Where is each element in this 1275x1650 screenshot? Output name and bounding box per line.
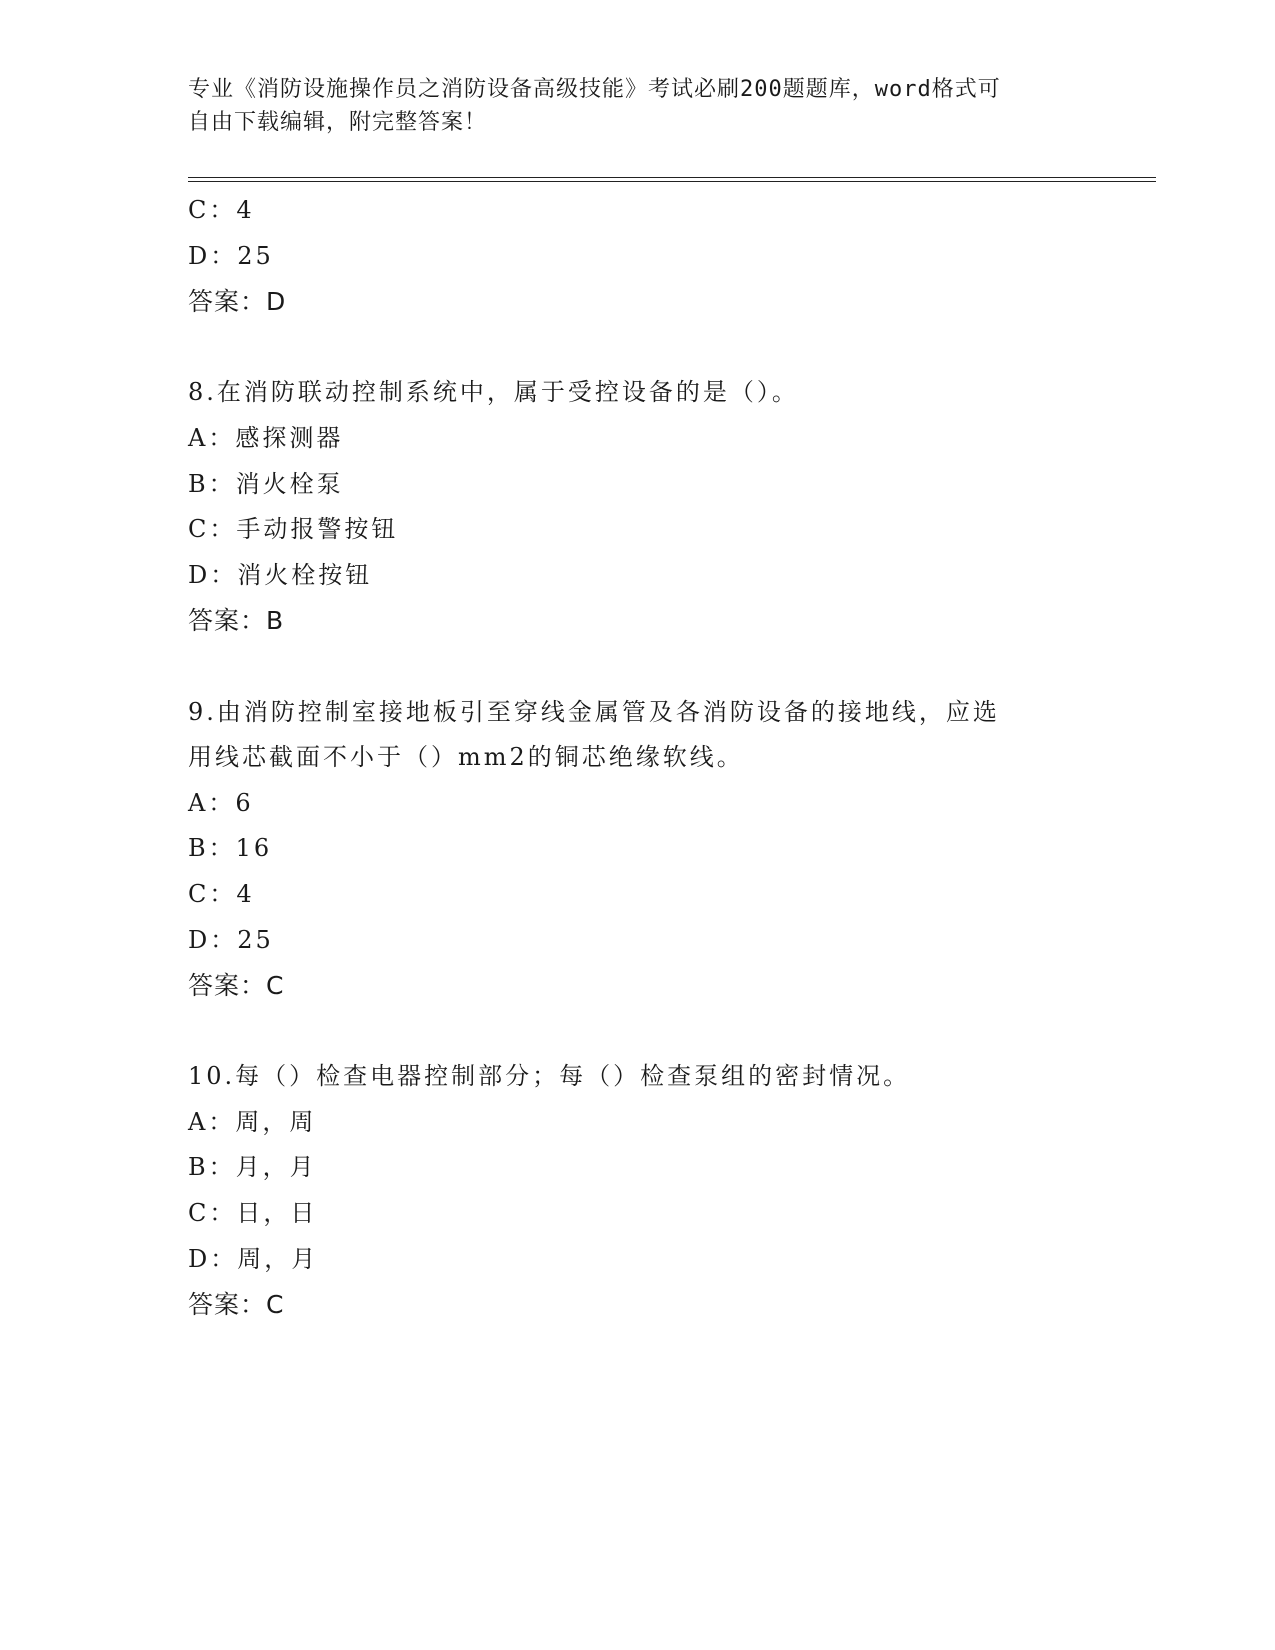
header-line-2: 自由下载编辑，附完整答案！ xyxy=(188,110,488,135)
question-block-7 xyxy=(188,188,1088,325)
spacer xyxy=(188,1009,1088,1055)
option-b: B：消火栓泵 xyxy=(188,469,344,498)
option-c: C：手动报警按钮 xyxy=(188,515,399,544)
answer-line: 答案：D xyxy=(188,287,287,317)
question-block-8 xyxy=(188,370,1088,644)
option-c: C：日，日 xyxy=(188,1199,318,1228)
spacer xyxy=(188,325,1088,371)
header-line-1: 专业《消防设施操作员之消防设备高级技能》考试必刷200题题库，word格式可 xyxy=(188,77,1001,102)
option-d: D：25 xyxy=(188,241,274,270)
question-list xyxy=(188,188,1088,1328)
question-text-line-1: 9.由消防控制室接地板引至穿线金属管及各消防设备的接地线，应选 xyxy=(188,697,1000,726)
option-b: B：月，月 xyxy=(188,1153,317,1182)
option-b: B：16 xyxy=(188,834,273,863)
option-c: C：4 xyxy=(188,196,255,224)
option-d: D：消火栓按钮 xyxy=(188,560,373,589)
question-block-9 xyxy=(188,690,1088,1009)
option-a: A：感探测器 xyxy=(188,423,344,452)
question-text: 8.在消防联动控制系统中，属于受控设备的是（）。 xyxy=(188,378,799,407)
header-divider-bottom xyxy=(188,181,1156,182)
question-text-line-2: 用线芯截面不小于（）mm2的铜芯绝缘软线。 xyxy=(188,743,744,772)
document-header xyxy=(188,73,1068,139)
option-c: C：4 xyxy=(188,879,255,908)
option-d: D：周，月 xyxy=(188,1244,319,1273)
header-divider-top xyxy=(188,177,1156,178)
question-block-10 xyxy=(188,1054,1088,1328)
answer-line: 答案：C xyxy=(188,971,285,1001)
answer-line: 答案：B xyxy=(188,606,285,636)
question-text: 10.每（）检查电器控制部分；每（）检查泵组的密封情况。 xyxy=(188,1062,911,1091)
option-a: A：周，周 xyxy=(188,1107,317,1136)
spacer xyxy=(188,644,1088,690)
option-a: A：6 xyxy=(188,788,254,817)
answer-line: 答案：C xyxy=(188,1290,285,1320)
option-d: D：25 xyxy=(188,925,274,954)
